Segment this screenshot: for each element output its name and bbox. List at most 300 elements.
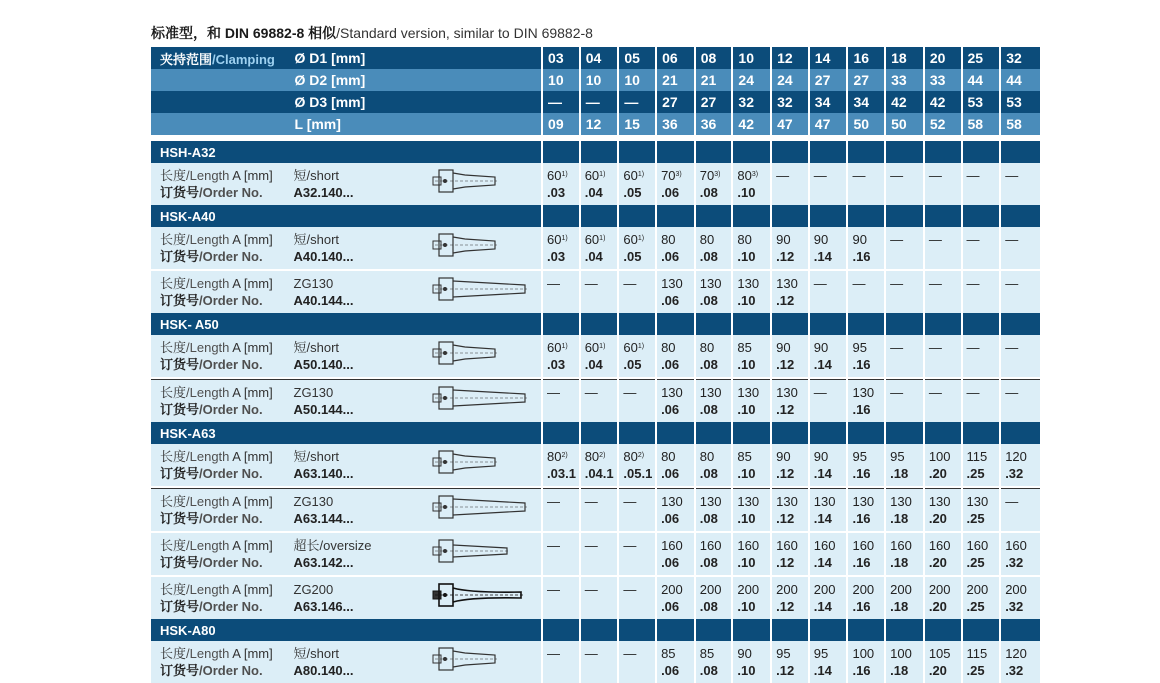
order-suffix: .20 — [928, 663, 947, 678]
header-cell: 27 — [809, 69, 848, 91]
length-value — [661, 493, 694, 510]
order-suffix: .16 — [852, 555, 871, 570]
length-value — [814, 493, 847, 510]
value-cell — [885, 444, 924, 486]
value-cell — [656, 444, 695, 486]
section-cell — [732, 205, 771, 227]
section-cell — [771, 313, 809, 335]
order-suffix: .08 — [699, 663, 718, 678]
length-number: 60 — [547, 168, 562, 183]
footnote-mark: 1) — [637, 343, 645, 350]
length-value — [1005, 493, 1040, 510]
type-en: /short — [306, 646, 340, 661]
title-en: /Standard version, similar to DIN 69882-8 — [336, 25, 593, 41]
length-number: — — [890, 340, 904, 355]
type-en: ZG130 — [293, 494, 334, 509]
value-cell — [924, 533, 962, 575]
order-suffix: .18 — [890, 511, 909, 526]
order-suffix: .04 — [584, 249, 603, 264]
row-type — [291, 271, 427, 313]
length-number: 160 — [1005, 538, 1027, 553]
value-cell — [542, 271, 580, 313]
length-number: 200 — [1005, 582, 1027, 597]
type-en: ZG130 — [293, 276, 334, 291]
value-cell — [656, 533, 695, 575]
length-number: 130 — [699, 276, 722, 291]
header-cell: 42 — [885, 91, 924, 113]
order-suffix: .06 — [661, 663, 680, 678]
length-number: 90 — [776, 232, 791, 247]
length-number: — — [813, 276, 827, 291]
header-cell: — — [542, 91, 580, 113]
order-suffix: .16 — [852, 663, 871, 678]
length-value — [700, 275, 732, 292]
length-unit: A [mm] — [229, 538, 273, 553]
footnote-mark: 1) — [599, 343, 606, 350]
header-cell: 42 — [732, 113, 771, 135]
value-cell — [580, 227, 619, 269]
length-value — [929, 384, 961, 401]
holder-icon-cell — [427, 444, 542, 486]
length-number: 160 — [966, 538, 989, 553]
order-zh: 订货号 — [160, 555, 200, 570]
length-value — [929, 493, 961, 510]
length-label — [160, 339, 291, 356]
type-en: ZG130 — [293, 385, 334, 400]
header-cell: 06 — [656, 47, 695, 69]
order-suffix: .12 — [776, 402, 795, 417]
length-number: 95 — [852, 340, 867, 355]
length-number: 200 — [776, 582, 798, 597]
section-cell — [847, 313, 885, 335]
section-cell — [962, 205, 1001, 227]
section-cell — [885, 422, 924, 444]
section-cell — [885, 205, 924, 227]
length-number: 130 — [661, 276, 683, 291]
length-value — [700, 448, 732, 465]
order-suffix: .12 — [776, 293, 795, 308]
section-cell — [695, 619, 733, 641]
section-name: HSH-A32 — [151, 141, 542, 163]
length-en: /Length — [186, 494, 230, 509]
length-number: 100 — [928, 449, 951, 464]
section-cell — [580, 619, 619, 641]
length-value — [776, 581, 808, 598]
length-number: 105 — [928, 646, 951, 661]
value-cell — [656, 380, 695, 423]
length-value — [814, 581, 847, 598]
length-value — [661, 384, 694, 401]
length-value — [585, 493, 618, 510]
length-number: 130 — [661, 385, 683, 400]
length-value — [700, 339, 732, 356]
footnote-mark: 1) — [637, 235, 645, 242]
order-label — [160, 662, 291, 679]
length-value — [737, 493, 770, 510]
order-label — [160, 248, 291, 265]
length-number: 130 — [661, 494, 683, 509]
order-suffix: .16 — [852, 402, 871, 417]
length-value — [967, 537, 1000, 554]
value-cell — [809, 380, 848, 423]
row-type — [291, 444, 427, 486]
section-header — [151, 619, 1040, 641]
header-cell: 42 — [924, 91, 962, 113]
value-cell — [1000, 489, 1040, 532]
order-suffix: .04.1 — [584, 466, 614, 481]
order-label — [160, 554, 291, 571]
section-cell — [580, 205, 619, 227]
length-zh: 长度 — [160, 168, 187, 183]
length-number: — — [1005, 340, 1019, 355]
order-suffix: .12 — [776, 357, 795, 372]
section-cell — [885, 141, 924, 163]
footnote-mark: 1) — [637, 171, 645, 178]
header-cell: 03 — [542, 47, 580, 69]
order-suffix: .08 — [699, 511, 718, 526]
length-value — [623, 167, 655, 184]
product-row — [151, 533, 1040, 575]
length-zh: 长度 — [160, 385, 187, 400]
length-number: 200 — [852, 582, 875, 597]
length-number: 85 — [699, 646, 715, 661]
value-cell — [1000, 577, 1040, 619]
order-number: A63.144... — [293, 511, 354, 526]
value-cell — [962, 227, 1001, 269]
value-cell — [771, 335, 809, 377]
order-suffix: .08 — [699, 357, 718, 372]
header-cell: 21 — [695, 69, 733, 91]
value-cell — [962, 335, 1001, 377]
value-cell — [1000, 444, 1040, 486]
length-number: — — [890, 232, 904, 247]
length-value — [585, 581, 618, 598]
length-value — [737, 537, 770, 554]
value-cell — [732, 271, 771, 313]
row-type — [291, 380, 427, 423]
header-cell: 53 — [962, 91, 1001, 113]
length-value — [1005, 275, 1040, 292]
value-cell — [1000, 335, 1040, 377]
type-label — [294, 167, 427, 184]
length-unit: A [mm] — [229, 646, 273, 661]
length-number: 70 — [661, 168, 676, 183]
length-value — [852, 231, 884, 248]
type-zh: 短 — [293, 168, 307, 183]
title-zh: 标准型，和 DIN 69882-8 相似 — [151, 25, 337, 41]
length-value — [776, 231, 808, 248]
order-suffix: .14 — [813, 249, 832, 264]
header-cell: 27 — [695, 91, 733, 113]
header-cell: — — [580, 91, 619, 113]
length-number: — — [623, 582, 637, 597]
length-number: 160 — [699, 538, 722, 553]
length-unit: A [mm] — [229, 385, 273, 400]
type-en: /oversize — [319, 538, 372, 553]
length-label — [160, 493, 291, 510]
order-suffix: .12 — [776, 466, 795, 481]
order-suffix: .08 — [699, 249, 718, 264]
length-value — [852, 645, 884, 662]
length-value — [547, 448, 579, 465]
length-number: 130 — [699, 385, 722, 400]
header-cell: 21 — [656, 69, 695, 91]
length-number: 130 — [737, 494, 760, 509]
order-suffix: .32 — [1005, 466, 1024, 481]
length-value — [1005, 645, 1040, 662]
length-value — [700, 384, 732, 401]
length-value — [737, 384, 770, 401]
value-cell — [1000, 163, 1040, 205]
order-zh: 订货号 — [160, 466, 200, 481]
order-suffix: .16 — [852, 249, 871, 264]
length-number: — — [584, 582, 598, 597]
length-value — [585, 167, 618, 184]
order-suffix: .16 — [852, 357, 871, 372]
value-cell — [962, 533, 1001, 575]
length-value — [890, 448, 923, 465]
order-en: /Order No. — [199, 466, 263, 481]
length-number: — — [966, 276, 980, 291]
value-cell — [580, 533, 619, 575]
length-number: 160 — [928, 538, 951, 553]
length-value — [1005, 167, 1040, 184]
length-number: 80 — [737, 232, 752, 247]
value-cell — [618, 335, 656, 377]
order-number: A40.140... — [293, 249, 354, 264]
length-value — [547, 275, 579, 292]
length-value — [661, 231, 694, 248]
value-cell — [924, 227, 962, 269]
holder-icon-cell — [427, 380, 542, 423]
order-suffix: .12 — [776, 555, 795, 570]
order-suffix: .18 — [890, 466, 909, 481]
length-number: 130 — [852, 494, 875, 509]
length-value — [585, 231, 618, 248]
length-value — [547, 493, 579, 510]
length-value — [929, 275, 961, 292]
value-cell — [695, 163, 733, 205]
section-cell — [656, 205, 695, 227]
value-cell — [885, 335, 924, 377]
length-number: 90 — [852, 232, 867, 247]
length-number: — — [928, 232, 942, 247]
order-label — [160, 465, 291, 482]
row-type — [291, 577, 427, 619]
value-cell — [695, 577, 733, 619]
value-cell — [885, 227, 924, 269]
length-number: 160 — [852, 538, 875, 553]
length-number: 130 — [737, 385, 760, 400]
holder-icon-cell — [427, 227, 542, 269]
length-number: 95 — [852, 449, 867, 464]
length-number: 60 — [584, 340, 600, 355]
value-cell — [695, 271, 733, 313]
section-cell — [656, 141, 695, 163]
length-number: 130 — [737, 276, 760, 291]
length-number: — — [928, 340, 942, 355]
section-cell — [656, 422, 695, 444]
length-number: 90 — [737, 646, 752, 661]
order-suffix: .10 — [737, 293, 756, 308]
length-zh: 长度 — [160, 276, 187, 291]
length-number: — — [890, 276, 904, 291]
order-suffix: .10 — [737, 402, 756, 417]
length-value — [929, 231, 961, 248]
length-value — [1005, 581, 1040, 598]
length-value — [776, 275, 808, 292]
length-zh: 长度 — [160, 582, 187, 597]
header-cell: 47 — [771, 113, 809, 135]
section-cell — [962, 422, 1001, 444]
order-suffix: .14 — [813, 466, 832, 481]
section-cell — [618, 313, 656, 335]
value-cell — [695, 533, 733, 575]
section-cell — [771, 422, 809, 444]
length-label — [160, 581, 291, 598]
order-suffix: .25 — [966, 555, 985, 570]
value-cell — [732, 227, 771, 269]
length-value — [890, 339, 923, 356]
value-cell — [656, 577, 695, 619]
order-suffix: .14 — [813, 511, 832, 526]
header-cell: 27 — [847, 69, 885, 91]
clamping-en: /Clamping — [212, 51, 275, 67]
header-cell: 32 — [1000, 47, 1040, 69]
length-number: 95 — [890, 449, 905, 464]
value-cell — [1000, 227, 1040, 269]
section-cell — [885, 313, 924, 335]
length-number: 115 — [966, 646, 988, 661]
length-value — [890, 581, 923, 598]
order-en: /Order No. — [199, 555, 263, 570]
length-value — [814, 537, 847, 554]
footnote-mark: 1) — [561, 343, 568, 350]
value-cell — [847, 163, 885, 205]
type-label — [294, 448, 427, 465]
length-value — [737, 448, 770, 465]
order-suffix: .08 — [699, 402, 718, 417]
value-cell — [771, 227, 809, 269]
header-cell: 44 — [1000, 69, 1040, 91]
length-value — [737, 339, 770, 356]
order-suffix: .06 — [661, 466, 680, 481]
length-number: 100 — [890, 646, 912, 661]
value-cell — [885, 489, 924, 532]
section-cell — [809, 141, 848, 163]
length-en: /Length — [186, 385, 230, 400]
order-zh: 订货号 — [160, 663, 200, 678]
type-label — [294, 537, 427, 554]
order-number: A80.140... — [293, 663, 354, 678]
value-cell — [732, 577, 771, 619]
header-cell: 10 — [618, 69, 656, 91]
length-number: — — [928, 385, 942, 400]
section-cell — [809, 205, 848, 227]
holder-icon-cell — [427, 577, 542, 619]
length-value — [776, 493, 808, 510]
section-cell — [618, 619, 656, 641]
value-cell — [962, 444, 1001, 486]
value-cell — [618, 227, 656, 269]
order-en: /Order No. — [199, 663, 263, 678]
value-cell — [542, 163, 580, 205]
value-cell — [847, 271, 885, 313]
header-cell: 10 — [732, 47, 771, 69]
length-value — [929, 581, 961, 598]
value-cell — [885, 380, 924, 423]
length-value — [700, 537, 732, 554]
footnote-mark: 2) — [637, 452, 645, 459]
section-header — [151, 422, 1040, 444]
header-cell: 27 — [656, 91, 695, 113]
header-param: Ø D3 [mm] — [291, 91, 543, 113]
length-value — [585, 275, 618, 292]
value-cell — [885, 577, 924, 619]
order-suffix: .03 — [547, 357, 566, 372]
length-unit: A [mm] — [229, 449, 273, 464]
order-suffix: .06 — [661, 249, 680, 264]
order-suffix: .25 — [966, 466, 985, 481]
length-number: — — [928, 168, 942, 183]
length-number: 160 — [776, 538, 798, 553]
length-value — [547, 537, 579, 554]
order-label — [160, 598, 291, 615]
length-value — [890, 493, 923, 510]
length-number: 115 — [966, 449, 988, 464]
section-header — [151, 313, 1040, 335]
length-number: — — [584, 494, 598, 509]
length-number: 100 — [852, 646, 875, 661]
length-number: 90 — [813, 232, 829, 247]
header-cell: 08 — [695, 47, 733, 69]
length-number: 80 — [737, 168, 752, 183]
length-value — [929, 339, 961, 356]
value-cell — [542, 335, 580, 377]
order-suffix: .14 — [813, 599, 832, 614]
order-en: /Order No. — [199, 357, 263, 372]
section-cell — [580, 141, 619, 163]
length-value — [852, 537, 884, 554]
order-zh: 订货号 — [160, 249, 200, 264]
order-label — [160, 401, 291, 418]
order-suffix: .08 — [699, 185, 718, 200]
value-cell — [962, 380, 1001, 423]
section-cell — [580, 422, 619, 444]
order-suffix: .10 — [737, 249, 756, 264]
order-suffix: .06 — [661, 185, 680, 200]
type-zh: 超长 — [293, 538, 320, 553]
value-cell — [847, 577, 885, 619]
length-number: — — [547, 582, 561, 597]
section-cell — [885, 619, 924, 641]
length-number: 60 — [623, 340, 638, 355]
value-cell — [847, 335, 885, 377]
value-cell — [809, 489, 848, 532]
value-cell — [771, 271, 809, 313]
product-row — [151, 271, 1040, 313]
order-en: /Order No. — [199, 249, 263, 264]
value-cell — [732, 444, 771, 486]
value-cell — [771, 489, 809, 532]
order-number: A63.142... — [293, 555, 354, 570]
order-suffix: .08 — [699, 599, 718, 614]
section-cell — [847, 205, 885, 227]
value-cell — [924, 577, 962, 619]
footnote-mark: 1) — [599, 171, 606, 178]
order-suffix: .06 — [661, 555, 680, 570]
length-value — [661, 448, 694, 465]
